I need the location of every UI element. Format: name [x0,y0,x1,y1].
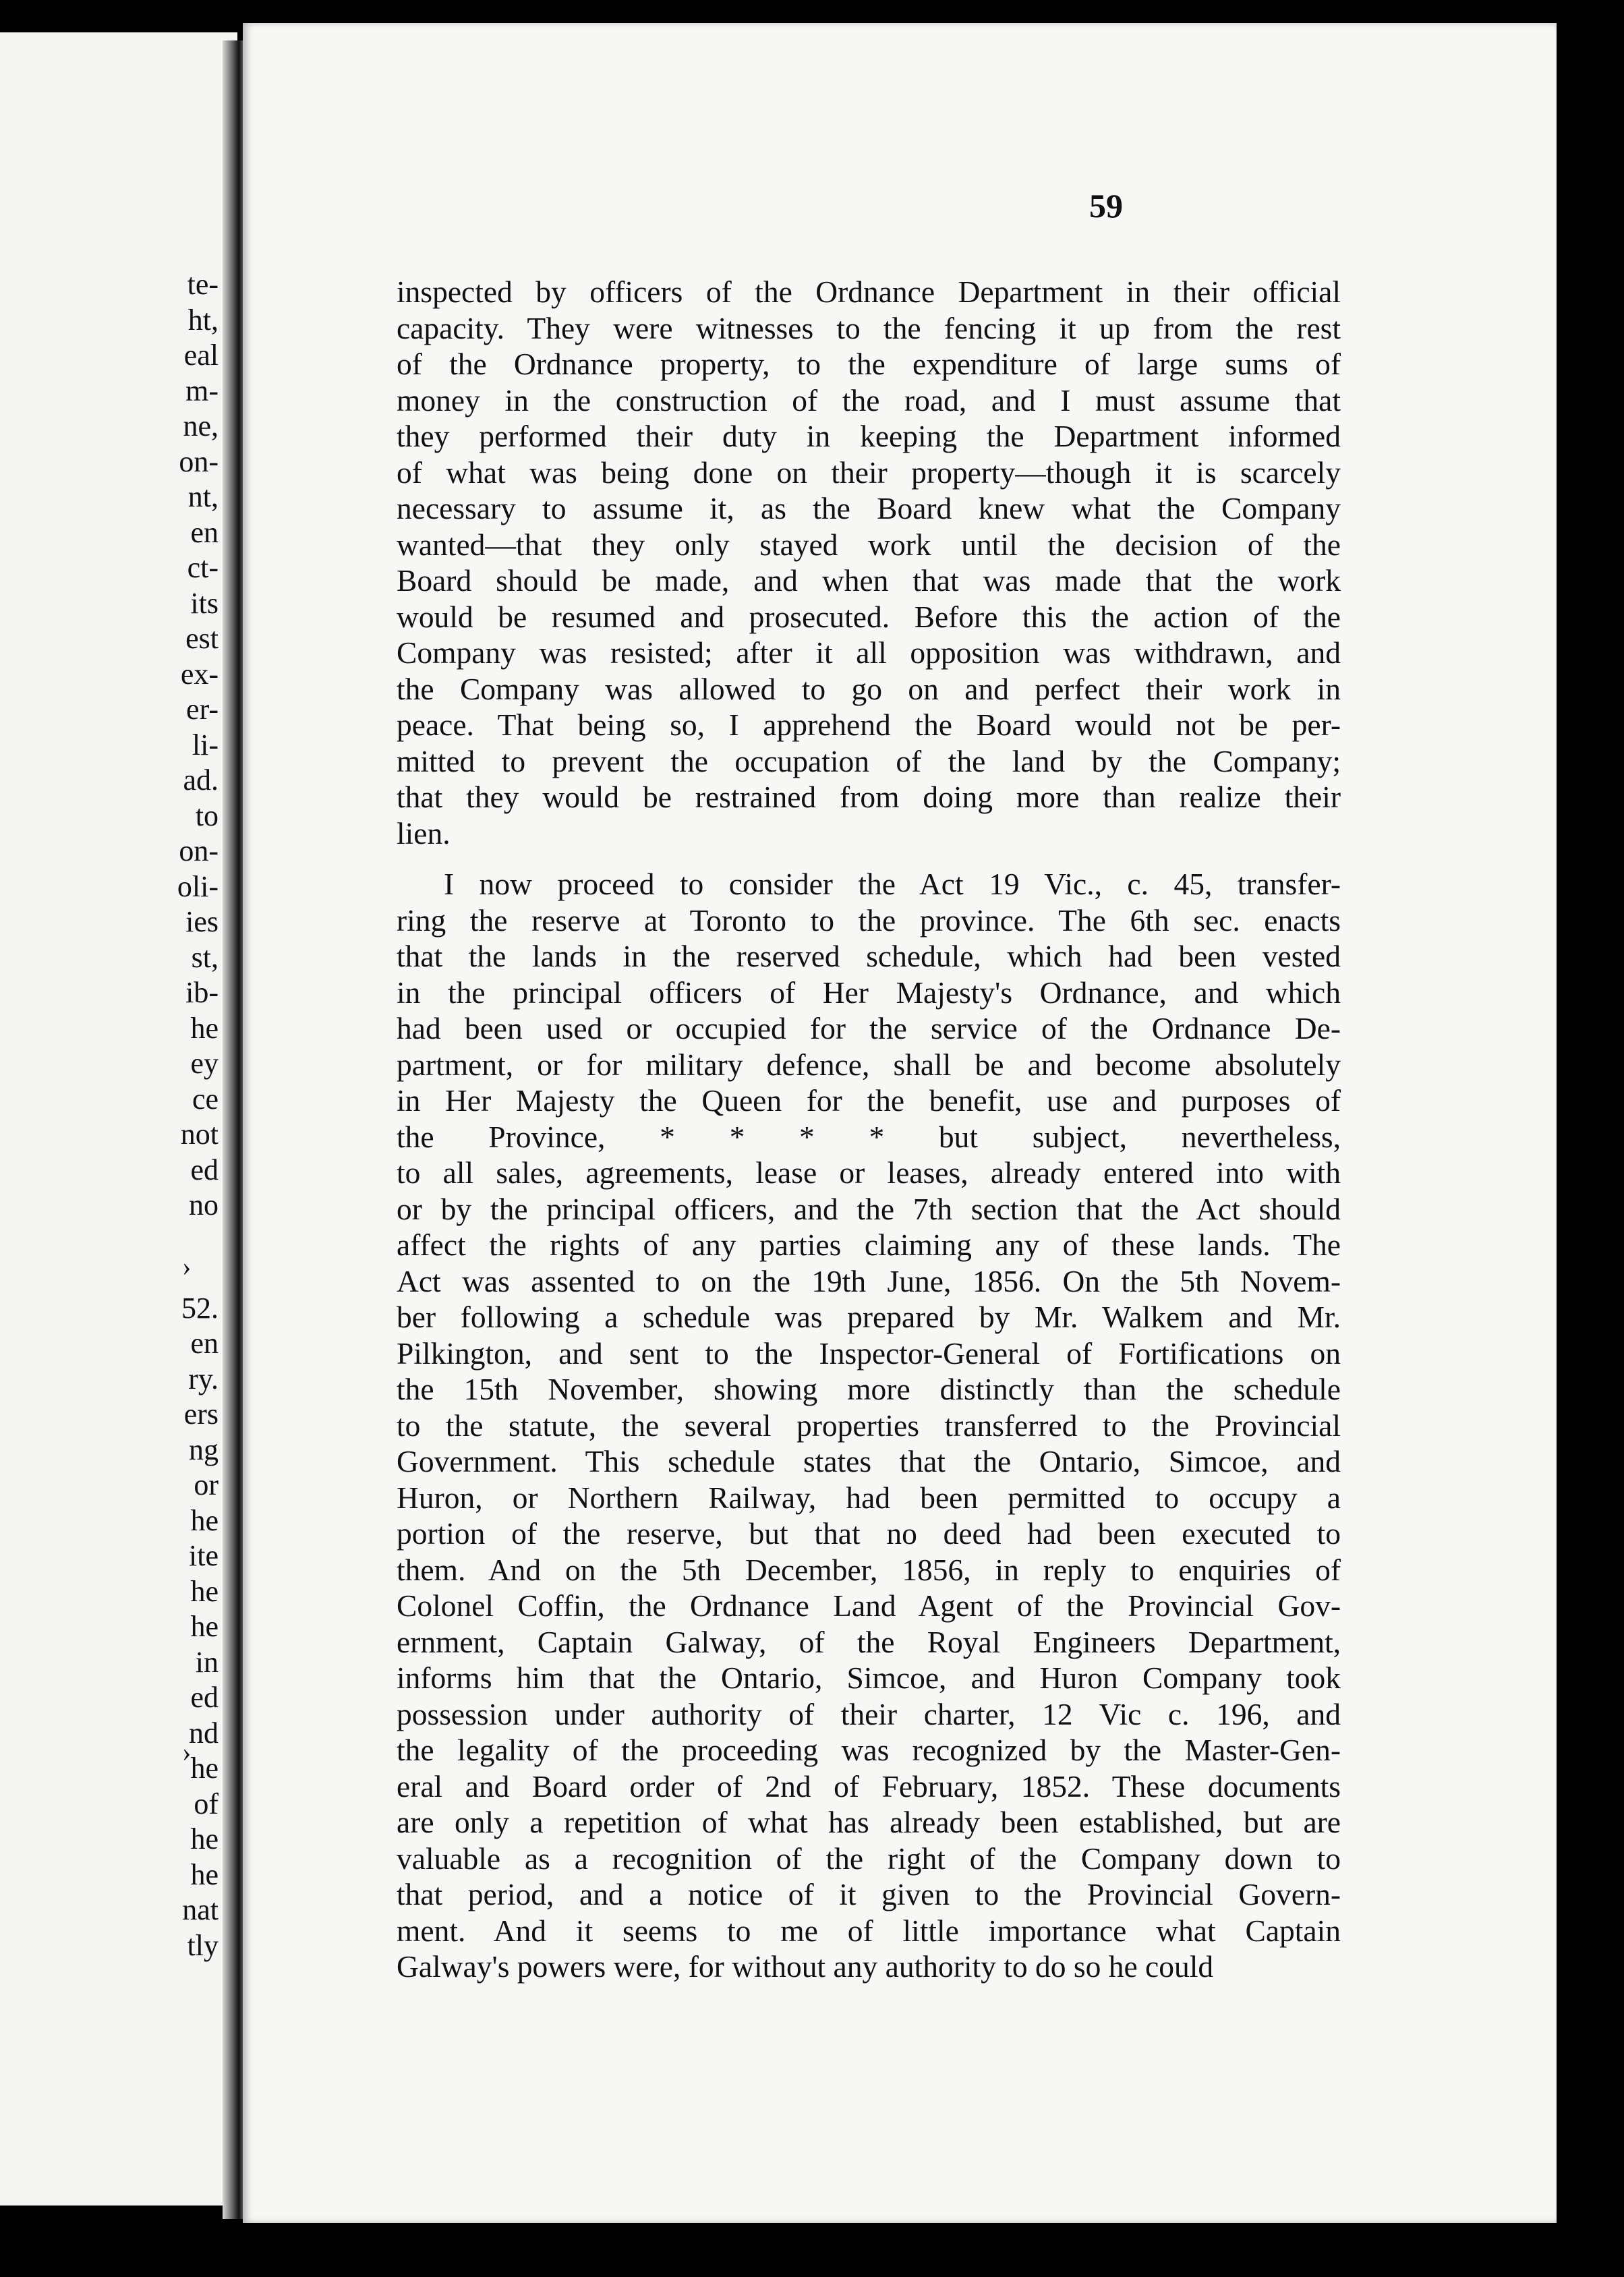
text-line: are only a repetition of what has already been established, but are [397,1805,1341,1839]
margin-mark: › [182,1251,192,1281]
left-fragment: te- [187,268,219,301]
left-fragment: st, [191,940,219,974]
text-line: necessary to assume it, as the Board knew what the Company [397,491,1341,525]
text-line: to all sales, agreements, lease or leases, already entered into with [397,1155,1341,1190]
left-fragment: ib- [185,976,219,1009]
text-line: portion of the reserve, but that no deed had been executed to [397,1516,1341,1551]
text-line: Colonel Coffin, the Ordnance Land Agent of the Provincial Gov- [397,1588,1341,1623]
left-facing-page [0,32,237,2206]
text-line: the Province, * * * * but subject, nevertheless, [397,1119,1341,1154]
left-fragment: ht, [187,303,219,337]
left-fragment: ite [189,1539,219,1572]
text-line: mitted to prevent the occupation of the land by the Company; [397,743,1341,778]
left-fragment: in [195,1645,219,1679]
left-fragment: ers [183,1397,219,1431]
text-line: in the principal officers of Her Majesty's Ordnance, and which [397,975,1341,1010]
text-line: capacity. They were witnesses to the fencing it up from the rest [397,310,1341,345]
left-fragment: to [195,799,219,832]
left-fragment: li- [192,728,219,761]
left-fragment: on- [179,834,219,867]
left-fragment: m- [185,374,219,407]
text-line: Company was resisted; after it all opposition was withdrawn, and [397,635,1341,670]
text-line: lien. [397,815,451,851]
left-fragment: no [189,1188,219,1221]
text-line: partment, or for military defence, shall be and become absolutely [397,1047,1341,1082]
left-fragment: not [180,1118,219,1151]
text-line: had been used or occupied for the service of the Ordnance De- [397,1011,1341,1045]
left-fragment: ies [185,905,219,938]
text-line: Huron, or Northern Railway, had been permitted to occupy a [397,1480,1341,1515]
left-fragment: ey [190,1047,219,1080]
text-line: Galway's powers were, for without any authority to do so he could [397,1949,1214,1984]
left-fragment: ad. [183,763,219,797]
text-line: of the Ordnance property, to the expenditure of large sums of [397,347,1341,381]
left-fragment: on- [179,444,219,478]
text-line: the Company was allowed to go on and perfect their work in [397,671,1341,706]
left-fragment: its [190,586,219,620]
text-line: of what was being done on their property—though it is scarcely [397,455,1341,490]
left-fragment: ct- [187,551,219,584]
left-fragment: tly [187,1928,219,1962]
text-line: inspected by officers of the Ordnance Department in their official [397,275,1341,309]
text-line: ber following a schedule was prepared by Mr. Walkem and Mr. [397,1300,1341,1334]
left-fragment: he [190,1752,219,1785]
text-line: they performed their duty in keeping the Department informed [397,419,1341,453]
left-fragment: he [190,1011,219,1045]
text-line: them. And on the 5th December, 1856, in reply to enquiries of [397,1552,1341,1587]
left-fragment: oli- [177,869,219,903]
page-number: 59 [1089,187,1123,225]
left-fragment: ce [192,1082,219,1116]
text-line: in Her Majesty the Queen for the benefit, use and purposes of [397,1083,1341,1118]
text-line: I now proceed to consider the Act 19 Vic., c. 45, transfer- [444,867,1341,901]
text-line: Pilkington, and sent to the Inspector-General of Fortifications on [397,1335,1341,1371]
left-fragment: ne, [183,409,219,442]
left-fragment: he [190,1822,219,1855]
left-fragment: nd [189,1716,219,1750]
text-line: affect the rights of any parties claiming any of these lands. The [397,1228,1341,1262]
left-fragment: ng [189,1433,219,1466]
left-fragment: ex- [180,657,219,691]
text-line: eral and Board order of 2nd of February, 1852. These documents [397,1768,1341,1804]
text-line: possession under authority of their charter, 12 Vic c. 196, and [397,1696,1341,1731]
left-fragment: ed [190,1681,219,1714]
left-fragment: est [185,622,219,655]
text-line: would be resumed and prosecuted. Before this the action of the [397,599,1341,634]
left-fragment: nat [182,1893,219,1926]
left-fragment: he [190,1857,219,1891]
text-line: the legality of the proceeding was recognized by the Master-Gen- [397,1733,1341,1767]
left-fragment: of [194,1787,219,1820]
text-line: to the statute, the several properties transferred to the Provincial [397,1408,1341,1443]
left-fragment: ed [190,1153,219,1186]
text-line: valuable as a recognition of the right of the Company down to [397,1841,1341,1876]
text-line: wanted—that they only stayed work until the decision of the [397,527,1341,562]
left-fragment: he [190,1610,219,1643]
left-fragment: eal [183,339,219,372]
margin-mark: › [182,1737,192,1767]
left-fragment: 52. [181,1291,219,1325]
text-line: informs him that the Ontario, Simcoe, and Huron Company took [397,1661,1341,1695]
text-line: or by the principal officers, and the 7th section that the Act should [397,1191,1341,1226]
text-line: that the lands in the reserved schedule, which had been vested [397,939,1341,973]
text-line: the 15th November, showing more distinctly than the schedule [397,1372,1341,1406]
text-line: peace. That being so, I apprehend the Board would not be per- [397,708,1341,742]
left-fragment: ry. [188,1362,219,1395]
text-line: ernment, Captain Galway, of the Royal Engineers Department, [397,1624,1341,1659]
left-fragment: he [190,1574,219,1608]
text-line: that period, and a notice of it given to the Provincial Govern- [397,1877,1341,1911]
left-fragment: en [190,1327,219,1360]
text-line: that they would be restrained from doing more than realize their [397,780,1341,814]
left-fragment: er- [186,693,219,726]
text-line: Act was assented to on the 19th June, 1856. On the 5th Novem- [397,1263,1341,1298]
left-fragment: en [190,515,219,549]
text-line: ment. And it seems to me of little importance what Captain [397,1913,1341,1948]
left-fragment: he [190,1503,219,1537]
text-line: money in the construction of the road, and I must assume that [397,382,1341,417]
text-line: Government. This schedule states that the Ontario, Simcoe, and [397,1444,1341,1478]
left-fragment: or [194,1468,219,1501]
text-line: Board should be made, and when that was made that the work [397,563,1341,598]
left-fragment: nt, [187,480,219,513]
text-line: ring the reserve at Toronto to the province. The 6th sec. enacts [397,902,1341,938]
